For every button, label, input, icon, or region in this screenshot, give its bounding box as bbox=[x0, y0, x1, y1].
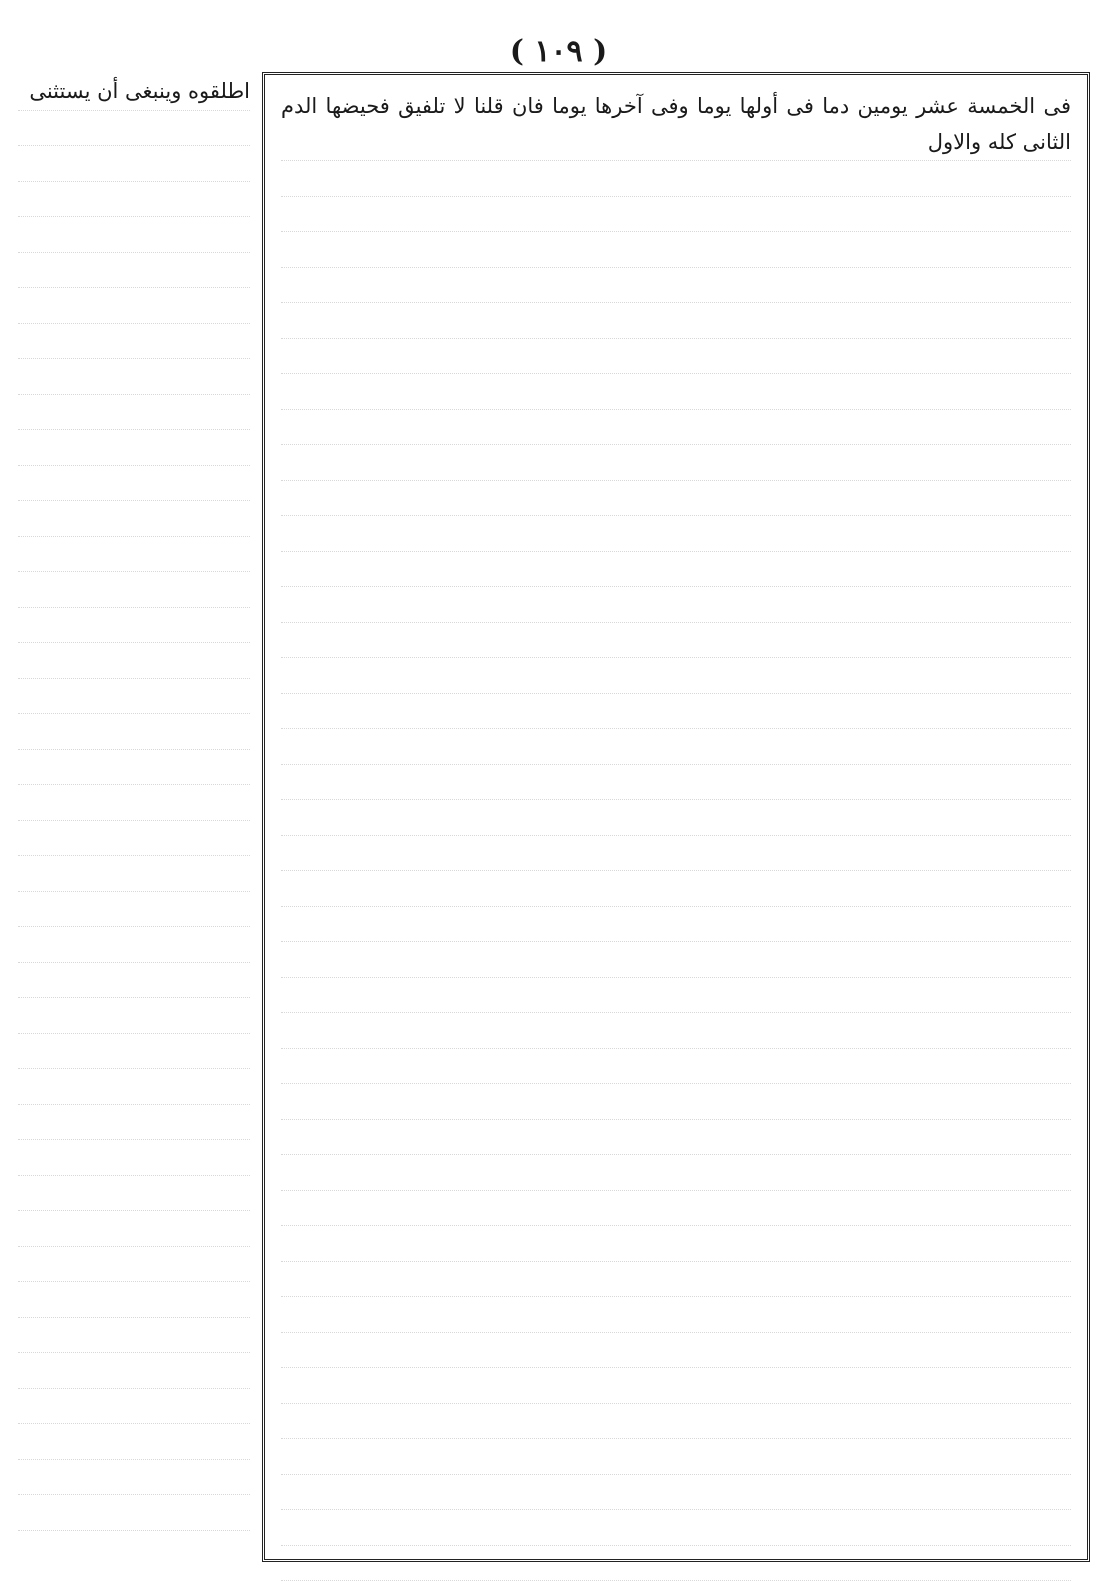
main-text-line bbox=[281, 1049, 1071, 1085]
main-text-line bbox=[281, 161, 1071, 197]
main-text-line bbox=[281, 694, 1071, 730]
margin-text-line bbox=[18, 643, 250, 679]
margin-text-line bbox=[18, 111, 250, 147]
main-text-line bbox=[281, 978, 1071, 1014]
margin-text-line bbox=[18, 714, 250, 750]
margin-text-line bbox=[18, 359, 250, 395]
margin-text-line bbox=[18, 1140, 250, 1176]
margin-text-line bbox=[18, 963, 250, 999]
main-text-line bbox=[281, 765, 1071, 801]
margin-text-line bbox=[18, 1389, 250, 1425]
main-text-column bbox=[281, 89, 1071, 1581]
margin-text-line bbox=[18, 785, 250, 821]
main-text-frame bbox=[262, 72, 1090, 1562]
main-text-line bbox=[281, 942, 1071, 978]
main-text-line bbox=[281, 552, 1071, 588]
margin-text-line bbox=[18, 324, 250, 360]
main-text-line bbox=[281, 1013, 1071, 1049]
main-text-line bbox=[281, 303, 1071, 339]
margin-text-line bbox=[18, 253, 250, 289]
margin-text-line bbox=[18, 1176, 250, 1212]
margin-text-line bbox=[18, 998, 250, 1034]
main-text-line bbox=[281, 1404, 1071, 1440]
margin-text-line bbox=[18, 892, 250, 928]
margin-text-line bbox=[18, 217, 250, 253]
margin-text-line bbox=[18, 466, 250, 502]
main-text-line bbox=[281, 1510, 1071, 1546]
margin-text-line bbox=[18, 395, 250, 431]
page-number: ( ١٠٩ ) bbox=[509, 34, 608, 69]
margin-text-line bbox=[18, 1211, 250, 1247]
margin-text-line: اطلقوه وينبغى أن يستثنى bbox=[18, 74, 250, 111]
main-text-line bbox=[281, 729, 1071, 765]
main-text-line bbox=[281, 1368, 1071, 1404]
main-text-line bbox=[281, 800, 1071, 836]
margin-text-line bbox=[18, 182, 250, 218]
margin-text-line bbox=[18, 1034, 250, 1070]
main-text-line bbox=[281, 197, 1071, 233]
main-text-line bbox=[281, 658, 1071, 694]
margin-text-line bbox=[18, 146, 250, 182]
main-text-line bbox=[281, 339, 1071, 375]
main-text-line bbox=[281, 1262, 1071, 1298]
main-text-line bbox=[281, 1546, 1071, 1582]
margin-text-line bbox=[18, 501, 250, 537]
margin-text-line bbox=[18, 1247, 250, 1283]
margin-commentary-column bbox=[18, 72, 250, 1564]
main-text-line bbox=[281, 836, 1071, 872]
margin-text-line bbox=[18, 1460, 250, 1496]
main-text-line bbox=[281, 1191, 1071, 1227]
main-text-line bbox=[281, 445, 1071, 481]
margin-text-line bbox=[18, 856, 250, 892]
main-text-line bbox=[281, 410, 1071, 446]
margin-text-line bbox=[18, 537, 250, 573]
margin-text-line bbox=[18, 572, 250, 608]
margin-text-line bbox=[18, 1495, 250, 1531]
main-text-line: فى الخمسة عشر يومين دما فى أولها يوما وفى آخرها يوما فان قلنا لا تلفيق فحيضها الدم الثانى كله والاول bbox=[281, 89, 1071, 161]
main-text-line bbox=[281, 1226, 1071, 1262]
main-text-line bbox=[281, 623, 1071, 659]
main-text-line bbox=[281, 871, 1071, 907]
margin-text-line bbox=[18, 679, 250, 715]
main-text-line bbox=[281, 1155, 1071, 1191]
main-text-line bbox=[281, 907, 1071, 943]
margin-text-line bbox=[18, 288, 250, 324]
margin-text-line bbox=[18, 1424, 250, 1460]
main-text-line bbox=[281, 516, 1071, 552]
margin-text-line bbox=[18, 1318, 250, 1354]
main-text-line bbox=[281, 1475, 1071, 1511]
main-text-line bbox=[281, 1439, 1071, 1475]
main-text-line bbox=[281, 232, 1071, 268]
margin-text-line bbox=[18, 927, 250, 963]
margin-text-line bbox=[18, 1282, 250, 1318]
main-text-line bbox=[281, 1297, 1071, 1333]
main-text-line bbox=[281, 374, 1071, 410]
main-text-line bbox=[281, 481, 1071, 517]
margin-text-line bbox=[18, 821, 250, 857]
margin-text-line bbox=[18, 1105, 250, 1141]
main-text-line bbox=[281, 587, 1071, 623]
margin-text-line bbox=[18, 430, 250, 466]
margin-text-line bbox=[18, 750, 250, 786]
margin-text-line bbox=[18, 1069, 250, 1105]
main-text-line bbox=[281, 1333, 1071, 1369]
main-text-line bbox=[281, 268, 1071, 304]
main-text-line bbox=[281, 1120, 1071, 1156]
margin-text-line bbox=[18, 608, 250, 644]
margin-text-line bbox=[18, 1353, 250, 1389]
main-text-line bbox=[281, 1084, 1071, 1120]
